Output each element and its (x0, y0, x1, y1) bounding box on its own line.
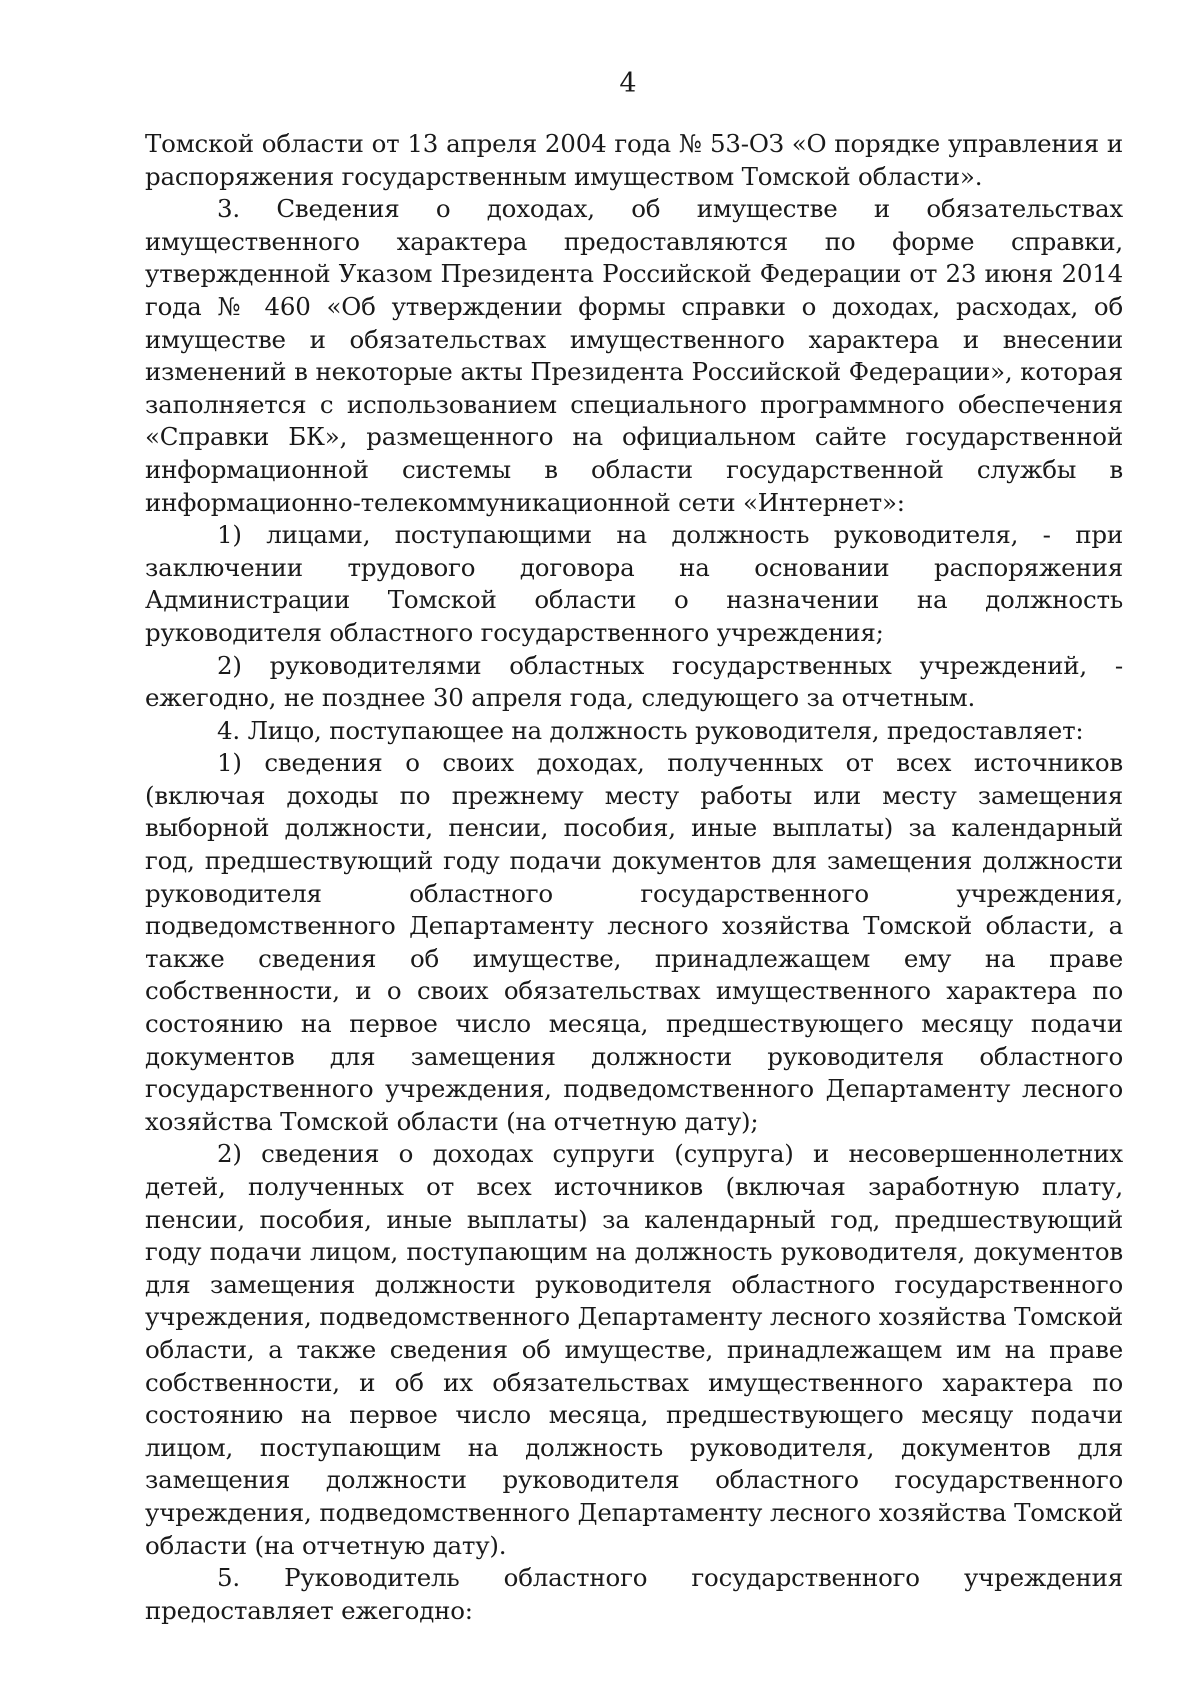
paragraph-item-4-1: 1) сведения о своих доходах, полученных от всех источников (включая доходы по прежнему месту работы или месту замещения выборной должности, пенсии, пособия, иные выплаты) за календарный год, предшествующий году подачи документов для замещения должности руководителя областного государственного учреждения, подведомственного Департаменту лесного хозяйства Томской области, а также сведения об имуществе, принадлежащем ему на праве собственности, и о своих обязательствах имущественного характера по состоянию на первое число месяца, предшествующего месяцу подачи документов для замещения должности руководителя областного государственного учреждения, подведомственного Департаменту лесного хозяйства Томской области (на отчетную дату); (145, 748, 1123, 1136)
paragraph-item-4: 4. Лицо, поступающее на должность руководителя, предоставляет: (217, 715, 1084, 745)
paragraph-continuation: Томской области от 13 апреля 2004 года № 53-ОЗ «О порядке управления и распоряжения государственным имуществом Томской области». (145, 129, 1123, 191)
paragraph-item-5: 5. Руководитель областного государственного учреждения предоставляет ежегодно: (145, 1563, 1123, 1625)
paragraph-item-4-2: 2) сведения о доходах супруги (супруга) и несовершеннолетних детей, полученных от всех источников (включая заработную плату, пенсии, пособия, иные выплаты) за календарный год, предшествующий году подачи лицом, поступающим на должность руководителя, документов для замещения должности руководителя областного государственного учреждения, подведомственного Департаменту лесного хозяйства Томской области, а также сведения об имуществе, принадлежащем им на праве собственности, и об их обязательствах имущественного характера по состоянию на первое число месяца, предшествующего месяцу подачи лицом, поступающим на должность руководителя, документов для замещения должности руководителя областного государственного учреждения, подведомственного Департаменту лесного хозяйства Томской области (на отчетную дату). (145, 1139, 1123, 1560)
page-number: 4 (619, 68, 637, 99)
paragraph-item-3: 3. Сведения о доходах, об имуществе и обязательствах имущественного характера предоставляются по форме справки, утвержденной Указом Президента Российской Федерации от 23 июня 2014 года № 460 «Об утверждении формы справки о доходах, расходах, об имуществе и обязательствах имущественного характера и внесении изменений в некоторые акты Президента Российской Федерации», которая заполняется с использованием специального программного обеспечения «Справки БК», размещенного на официальном сайте государственной информационной системы в области государственной службы в информационно-телекоммуникационной сети «Интернет»: (145, 194, 1123, 517)
paragraph-item-3-1: 1) лицами, поступающими на должность руководителя, - при заключении трудового договора на основании распоряжения Администрации Томской области о назначении на должность руководителя областного государственного учреждения; (145, 520, 1123, 647)
paragraph-item-3-2: 2) руководителями областных государственных учреждений, - ежегодно, не позднее 30 апреля года, следующего за отчетным. (145, 650, 1123, 713)
document-body (145, 128, 1123, 1627)
